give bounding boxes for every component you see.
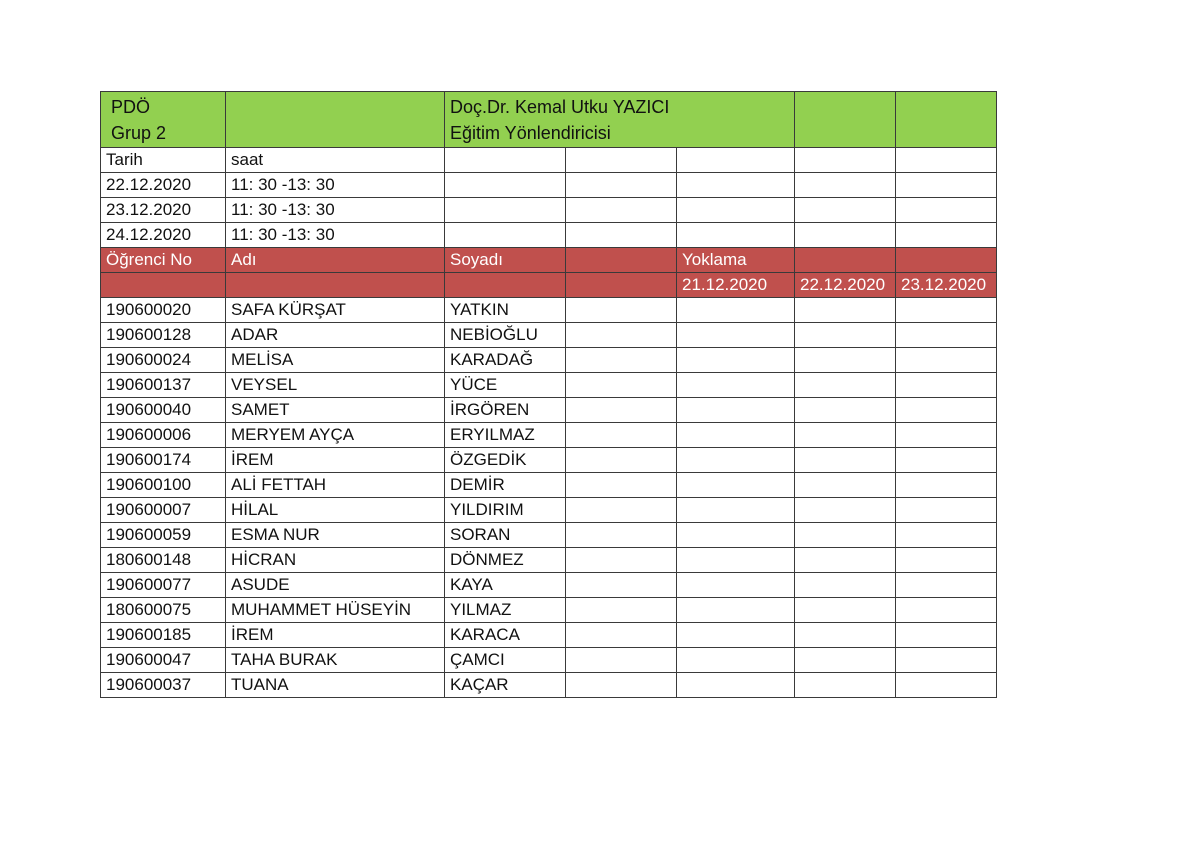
empty-cell xyxy=(566,498,677,523)
empty-cell xyxy=(566,473,677,498)
student-name: ADAR xyxy=(226,323,445,348)
attendance-mark-cell xyxy=(795,373,896,398)
student-no: 190600007 xyxy=(101,498,226,523)
student-name: HİCRAN xyxy=(226,548,445,573)
attendance-mark-cell xyxy=(896,298,997,323)
student-no: 190600024 xyxy=(101,348,226,373)
surname-header: Soyadı xyxy=(445,248,566,273)
schedule-time: 11: 30 -13: 30 xyxy=(226,198,445,223)
student-name: İREM xyxy=(226,623,445,648)
attendance-date-3: 23.12.2020 xyxy=(896,273,997,298)
empty-cell xyxy=(445,223,566,248)
student-surname: KAÇAR xyxy=(445,673,566,698)
student-surname: ÇAMCI xyxy=(445,648,566,673)
student-name: HİLAL xyxy=(226,498,445,523)
attendance-mark-cell xyxy=(677,373,795,398)
student-name: ASUDE xyxy=(226,573,445,598)
empty-cell xyxy=(445,173,566,198)
student-row xyxy=(101,423,997,448)
empty-cell xyxy=(795,92,896,148)
student-no: 190600006 xyxy=(101,423,226,448)
student-no: 190600137 xyxy=(101,373,226,398)
attendance-mark-cell xyxy=(677,573,795,598)
empty-cell xyxy=(566,248,677,273)
empty-cell xyxy=(566,198,677,223)
empty-cell xyxy=(896,223,997,248)
schedule-row xyxy=(101,173,997,198)
student-surname: DÖNMEZ xyxy=(445,548,566,573)
attendance-mark-cell xyxy=(677,423,795,448)
schedule-rows xyxy=(101,173,997,248)
student-row xyxy=(101,623,997,648)
title-row xyxy=(101,92,997,148)
attendance-header: Yoklama xyxy=(677,248,795,273)
student-row xyxy=(101,323,997,348)
student-row xyxy=(101,548,997,573)
attendance-mark-cell xyxy=(677,348,795,373)
empty-cell xyxy=(896,248,997,273)
schedule-date: 24.12.2020 xyxy=(101,223,226,248)
attendance-mark-cell xyxy=(677,323,795,348)
attendance-mark-cell xyxy=(677,473,795,498)
student-row xyxy=(101,498,997,523)
attendance-dates-row xyxy=(101,273,997,298)
student-no: 190600077 xyxy=(101,573,226,598)
student-name: TAHA BURAK xyxy=(226,648,445,673)
attendance-date-2: 22.12.2020 xyxy=(795,273,896,298)
attendance-mark-cell xyxy=(795,298,896,323)
schedule-time: 11: 30 -13: 30 xyxy=(226,173,445,198)
student-no: 180600075 xyxy=(101,598,226,623)
student-row xyxy=(101,298,997,323)
student-surname: DEMİR xyxy=(445,473,566,498)
attendance-mark-cell xyxy=(677,523,795,548)
empty-cell xyxy=(896,173,997,198)
instructor-role: Eğitim Yönlendiricisi xyxy=(450,122,611,143)
group-cell xyxy=(101,92,226,148)
student-surname: ERYILMAZ xyxy=(445,423,566,448)
empty-cell xyxy=(896,92,997,148)
empty-cell xyxy=(445,273,566,298)
date-header: Tarih xyxy=(101,148,226,173)
student-name: MELİSA xyxy=(226,348,445,373)
student-surname: İRGÖREN xyxy=(445,398,566,423)
time-header: saat xyxy=(226,148,445,173)
attendance-sheet xyxy=(100,91,997,698)
attendance-mark-cell xyxy=(896,573,997,598)
empty-cell xyxy=(566,348,677,373)
empty-cell xyxy=(445,198,566,223)
student-no: 190600040 xyxy=(101,398,226,423)
attendance-mark-cell xyxy=(795,498,896,523)
attendance-mark-cell xyxy=(896,598,997,623)
student-no: 190600128 xyxy=(101,323,226,348)
attendance-mark-cell xyxy=(677,498,795,523)
attendance-mark-cell xyxy=(677,298,795,323)
student-name: SAMET xyxy=(226,398,445,423)
student-name: İREM xyxy=(226,448,445,473)
student-surname: YILDIRIM xyxy=(445,498,566,523)
student-name: TUANA xyxy=(226,673,445,698)
empty-cell xyxy=(677,148,795,173)
empty-cell xyxy=(677,198,795,223)
empty-cell xyxy=(896,148,997,173)
instructor-name: Doç.Dr. Kemal Utku YAZICI xyxy=(450,96,670,117)
attendance-mark-cell xyxy=(896,423,997,448)
empty-cell xyxy=(896,198,997,223)
student-row xyxy=(101,348,997,373)
schedule-date: 22.12.2020 xyxy=(101,173,226,198)
empty-cell xyxy=(226,273,445,298)
attendance-mark-cell xyxy=(896,348,997,373)
empty-cell xyxy=(566,448,677,473)
empty-cell xyxy=(566,223,677,248)
attendance-mark-cell xyxy=(795,473,896,498)
student-row xyxy=(101,598,997,623)
student-no: 190600100 xyxy=(101,473,226,498)
student-row xyxy=(101,473,997,498)
empty-cell xyxy=(566,298,677,323)
empty-cell xyxy=(795,173,896,198)
course-code: PDÖ xyxy=(111,96,151,117)
student-surname: KARADAĞ xyxy=(445,348,566,373)
attendance-date-1: 21.12.2020 xyxy=(677,273,795,298)
attendance-mark-cell xyxy=(795,623,896,648)
attendance-mark-cell xyxy=(896,373,997,398)
student-row xyxy=(101,523,997,548)
attendance-mark-cell xyxy=(677,598,795,623)
attendance-mark-cell xyxy=(795,548,896,573)
student-surname: YILMAZ xyxy=(445,598,566,623)
group-name: Grup 2 xyxy=(111,122,167,143)
attendance-mark-cell xyxy=(795,323,896,348)
student-surname: NEBİOĞLU xyxy=(445,323,566,348)
attendance-mark-cell xyxy=(677,548,795,573)
attendance-mark-cell xyxy=(795,523,896,548)
attendance-mark-cell xyxy=(896,473,997,498)
schedule-header-row xyxy=(101,148,997,173)
empty-cell xyxy=(566,623,677,648)
student-no-header: Öğrenci No xyxy=(101,248,226,273)
empty-cell xyxy=(566,148,677,173)
empty-cell xyxy=(566,423,677,448)
student-row xyxy=(101,648,997,673)
attendance-mark-cell xyxy=(795,573,896,598)
student-no: 180600148 xyxy=(101,548,226,573)
student-name: SAFA KÜRŞAT xyxy=(226,298,445,323)
student-name: ESMA NUR xyxy=(226,523,445,548)
attendance-mark-cell xyxy=(896,623,997,648)
attendance-mark-cell xyxy=(896,398,997,423)
student-name: MUHAMMET HÜSEYİN xyxy=(226,598,445,623)
attendance-mark-cell xyxy=(896,523,997,548)
empty-cell xyxy=(566,523,677,548)
attendance-mark-cell xyxy=(795,648,896,673)
attendance-mark-cell xyxy=(896,498,997,523)
empty-cell xyxy=(566,373,677,398)
empty-cell xyxy=(566,598,677,623)
empty-cell xyxy=(101,273,226,298)
schedule-row xyxy=(101,223,997,248)
student-name: MERYEM AYÇA xyxy=(226,423,445,448)
attendance-mark-cell xyxy=(677,448,795,473)
attendance-mark-cell xyxy=(896,548,997,573)
student-name: VEYSEL xyxy=(226,373,445,398)
empty-cell xyxy=(795,198,896,223)
instructor-cell xyxy=(445,92,795,148)
empty-cell xyxy=(566,273,677,298)
student-surname: SORAN xyxy=(445,523,566,548)
student-no: 190600185 xyxy=(101,623,226,648)
attendance-mark-cell xyxy=(896,673,997,698)
student-no: 190600037 xyxy=(101,673,226,698)
empty-cell xyxy=(677,223,795,248)
attendance-mark-cell xyxy=(795,398,896,423)
student-row xyxy=(101,673,997,698)
empty-cell xyxy=(226,92,445,148)
student-row xyxy=(101,448,997,473)
attendance-mark-cell xyxy=(795,448,896,473)
student-no: 190600059 xyxy=(101,523,226,548)
attendance-mark-cell xyxy=(677,673,795,698)
schedule-time: 11: 30 -13: 30 xyxy=(226,223,445,248)
empty-cell xyxy=(566,323,677,348)
attendance-mark-cell xyxy=(795,598,896,623)
column-headers xyxy=(101,248,997,298)
empty-cell xyxy=(795,148,896,173)
attendance-mark-cell xyxy=(677,623,795,648)
attendance-mark-cell xyxy=(677,398,795,423)
student-row xyxy=(101,398,997,423)
empty-cell xyxy=(445,148,566,173)
attendance-mark-cell xyxy=(795,673,896,698)
student-surname: KAYA xyxy=(445,573,566,598)
student-row xyxy=(101,373,997,398)
schedule-row xyxy=(101,198,997,223)
student-surname: ÖZGEDİK xyxy=(445,448,566,473)
empty-cell xyxy=(566,648,677,673)
sheet-body xyxy=(101,92,997,173)
empty-cell xyxy=(566,548,677,573)
attendance-mark-cell xyxy=(896,448,997,473)
empty-cell xyxy=(566,573,677,598)
name-header: Adı xyxy=(226,248,445,273)
student-rows xyxy=(101,298,997,698)
empty-cell xyxy=(795,248,896,273)
column-header-row xyxy=(101,248,997,273)
empty-cell xyxy=(566,398,677,423)
attendance-mark-cell xyxy=(795,423,896,448)
attendance-mark-cell xyxy=(896,323,997,348)
empty-cell xyxy=(566,673,677,698)
student-surname: YATKIN xyxy=(445,298,566,323)
student-surname: YÜCE xyxy=(445,373,566,398)
student-row xyxy=(101,573,997,598)
schedule-date: 23.12.2020 xyxy=(101,198,226,223)
student-no: 190600047 xyxy=(101,648,226,673)
attendance-mark-cell xyxy=(795,348,896,373)
student-no: 190600174 xyxy=(101,448,226,473)
empty-cell xyxy=(566,173,677,198)
attendance-mark-cell xyxy=(677,648,795,673)
attendance-mark-cell xyxy=(896,648,997,673)
student-no: 190600020 xyxy=(101,298,226,323)
empty-cell xyxy=(677,173,795,198)
empty-cell xyxy=(795,223,896,248)
student-surname: KARACA xyxy=(445,623,566,648)
student-name: ALİ FETTAH xyxy=(226,473,445,498)
